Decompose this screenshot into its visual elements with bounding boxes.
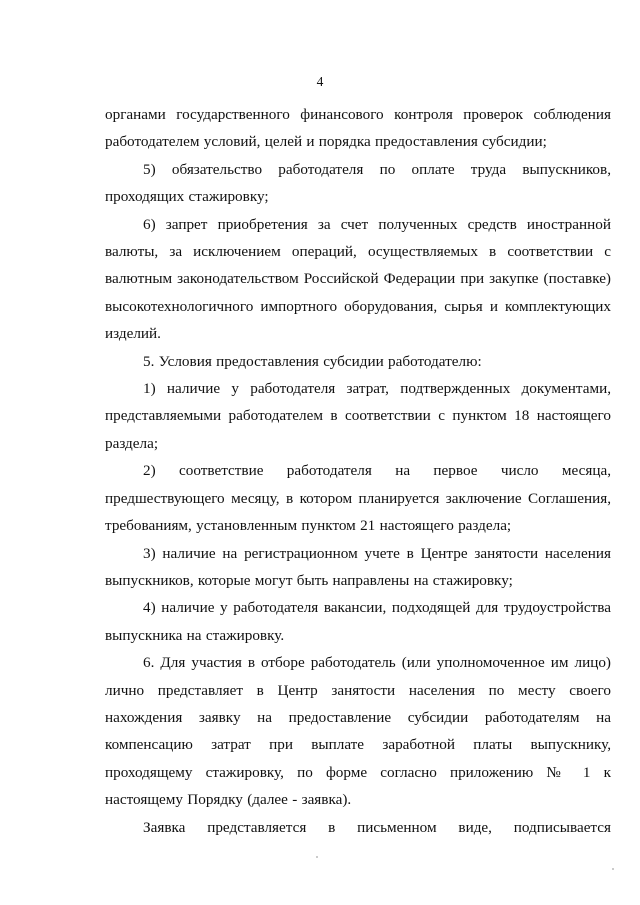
paragraph-item-5-obligation: 5) обязательство работодателя по оплате труда выпускников, проходящих стажировку; [105, 160, 611, 206]
paragraph-section-6: 6. Для участия в отборе работодатель (или уполномоченное им лицо) лично представляет в Центр занятости населения по месту своего нахождения заявку на предоставление субсидии работодателям на компенсацию затрат при выплате заработной платы выпускнику, проходящему стажировку, по форме согласно приложению № 1 к настоящему Порядку (далее - заявка). [105, 654, 611, 809]
paragraph-condition-4: 4) наличие у работодателя вакансии, подходящей для трудоустройства выпускника на стажировку. [105, 599, 611, 644]
body-text [105, 101, 611, 841]
paragraph-section-5-heading: 5. Условия предоставления субсидии работодателю: [143, 352, 482, 370]
paragraph-condition-3: 3) наличие на регистрационном учете в Центре занятости населения выпускников, которые могут быть направлены на стажировку; [105, 544, 611, 589]
paragraph-condition-1: 1) наличие у работодателя затрат, подтвержденных документами, представляемыми работодателем в соответствии с пунктом 18 настоящего раздела; [105, 380, 611, 452]
paragraph-application-form: Заявка представляется в письменном виде, подписывается [143, 818, 611, 836]
paragraph-item-6-prohibition: 6) запрет приобретения за счет полученных средств иностранной валюты, за исключением операций, осуществляемых в соответствии с валютным законодательством Российской Федерации при закупке (поставке) высокотехнологичного импортного оборудования, сырья и комплектующих изделий. [105, 215, 611, 343]
scan-speck [316, 856, 318, 858]
scan-speck [612, 868, 614, 870]
paragraph-condition-2: 2) соответствие работодателя на первое число месяца, предшествующего месяцу, в котором планируется заключение Соглашения, требованиям, установленным пунктом 21 настоящего раздела; [105, 462, 611, 535]
paragraph-continuation: органами государственного финансового контроля проверок соблюдения работодателем условий, целей и порядка предоставления субсидии; [105, 106, 611, 151]
page-number: 4 [316, 74, 324, 89]
